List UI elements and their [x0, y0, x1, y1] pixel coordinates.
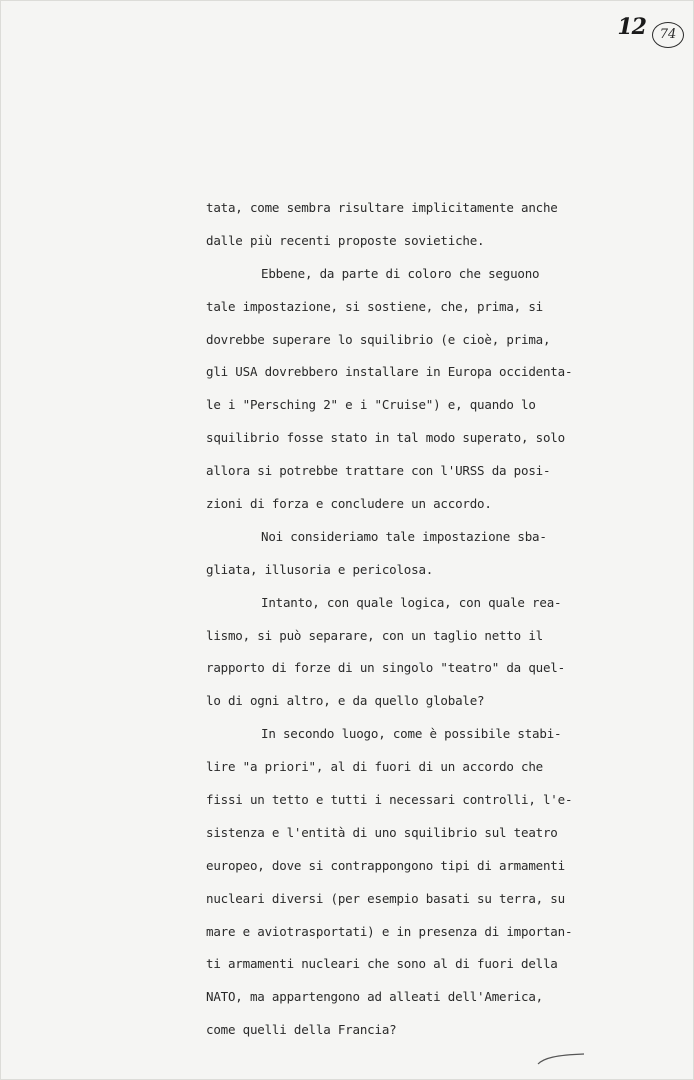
text-line: allora si potrebbe trattare con l'URSS da posi-	[206, 463, 551, 479]
text-line: lo di ogni altro, e da quello globale?	[206, 693, 485, 709]
text-line: ti armamenti nucleari che sono al di fuori della	[206, 956, 558, 972]
text-line: tata, come sembra risultare implicitamente anche	[206, 200, 558, 215]
typewritten-body-text	[206, 196, 573, 1051]
text-line: Intanto, con quale logica, con quale rea-	[261, 594, 562, 610]
text-line: Ebbene, da parte di coloro che seguono	[261, 265, 540, 281]
text-line: squilibrio fosse stato in tal modo superato, solo	[206, 430, 565, 446]
circled-page-number: 74	[652, 22, 684, 48]
text-line: europeo, dove si contrappongono tipi di armamenti	[206, 857, 565, 873]
text-line: lire "a priori", al di fuori di un accordo che	[206, 759, 543, 775]
text-line: le i "Persching 2" e i "Cruise") e, quando lo	[206, 397, 536, 413]
text-line: sistenza e l'entità di uno squilibrio sul teatro	[206, 824, 558, 840]
text-line: gliata, illusoria e pericolosa.	[206, 561, 434, 577]
text-line: dovrebbe superare lo squilibrio (e cioè, prima,	[206, 331, 551, 347]
text-line: rapporto di forze di un singolo "teatro" da quel-	[206, 660, 565, 676]
text-line: mare e aviotrasportati) e in presenza di importan-	[206, 923, 573, 939]
text-line: nucleari diversi (per esempio basati su terra, su	[206, 890, 565, 906]
text-line: zioni di forza e concludere un accordo.	[206, 496, 492, 512]
text-line: fissi un tetto e tutti i necessari controlli, l'e-	[206, 792, 573, 808]
text-line: Noi consideriamo tale impostazione sba-	[261, 528, 547, 544]
text-line: In secondo luogo, come è possibile stabi-	[261, 726, 562, 742]
handwritten-page-number: 12	[617, 14, 646, 40]
handwritten-stroke-mark	[536, 1052, 586, 1066]
text-line: lismo, si può separare, con un taglio netto il	[206, 627, 543, 643]
text-line: tale impostazione, si sostiene, che, prima, si	[206, 298, 543, 314]
text-line: dalle più recenti proposte sovietiche.	[206, 232, 485, 248]
text-line: gli USA dovrebbero installare in Europa occidenta-	[206, 364, 573, 380]
text-line: NATO, ma appartengono ad alleati dell'America,	[206, 989, 543, 1005]
text-line: come quelli della Francia?	[206, 1022, 397, 1038]
